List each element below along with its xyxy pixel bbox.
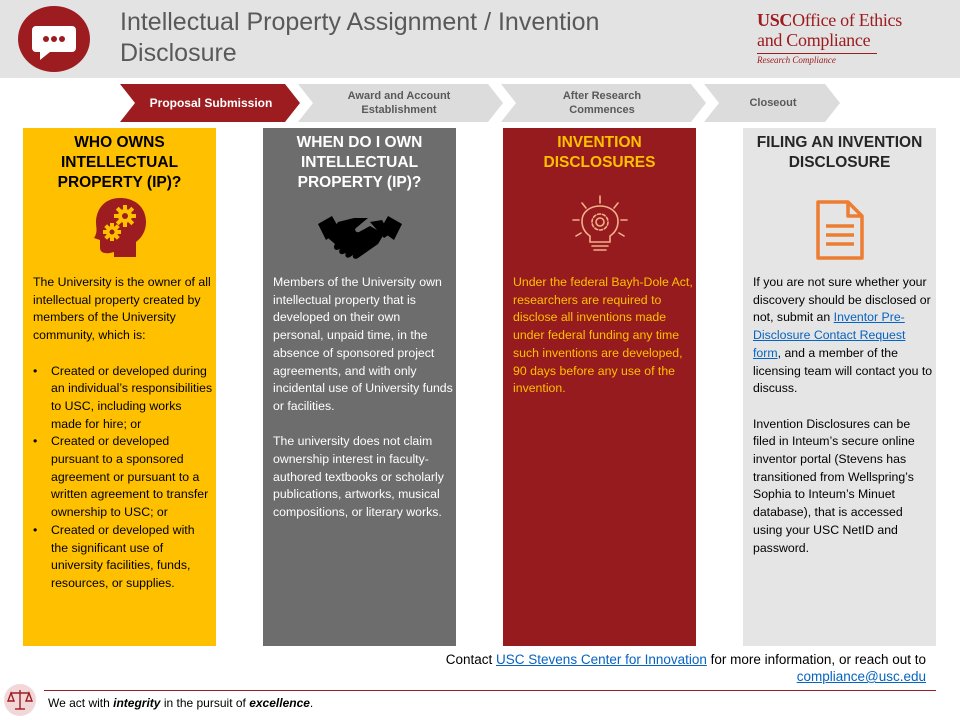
step-proposal-submission xyxy=(134,84,288,122)
chat-bubble-icon xyxy=(18,6,90,72)
pre-disclosure-paragraph: If you are not sure whether your discovery should be disclosed or not, submit an Inventor Pre-Disclosure Contact Request form, and a member of the licensing team will contact you to discuss. xyxy=(753,275,933,396)
step-closeout xyxy=(718,84,828,122)
when-own-panel xyxy=(263,128,456,646)
panel-heading: INVENTION DISCLOSURES xyxy=(543,134,656,171)
step-award-account xyxy=(312,84,486,122)
list-item: • Created or developed during an individual’s responsibilities to USC, including works made for hire; or xyxy=(33,363,213,434)
panel-body xyxy=(33,274,213,593)
step-label: Proposal Submission xyxy=(149,96,273,110)
org-name-2: and Compliance xyxy=(757,30,871,50)
panel-body xyxy=(513,274,693,416)
contact-text: Contact USC Stevens Center for Innovation for more information, or reach out to compliance@usc.edu xyxy=(445,652,926,684)
intro-text: The University is the owner of all intellectual property created by members of the University community, which is: xyxy=(33,275,211,343)
step-label-2: Establishment xyxy=(361,104,437,116)
portal-paragraph: Invention Disclosures can be filed in Inteum’s secure online inventor portal (Stevens has transitioned from Wellspring’s Sophia to Inteum’s Minuet database), that is accessed using your USC NetID and password. xyxy=(753,416,915,555)
invention-disclosures-panel xyxy=(503,128,696,646)
org-logo xyxy=(757,10,957,68)
who-owns-panel xyxy=(23,128,216,646)
ownership-list xyxy=(33,363,213,593)
panel-heading: WHEN DO I OWN INTELLECTUAL PROPERTY (IP)? xyxy=(296,134,423,191)
handshake-icon xyxy=(318,210,402,267)
footer-divider xyxy=(44,690,936,691)
head-gears-icon xyxy=(90,194,150,263)
exceptions-paragraph: The university does not claim ownership interest in faculty-authored textbooks or scholarly publications, artworks, musical compositions, or literary works. xyxy=(273,434,444,520)
document-icon xyxy=(814,198,866,267)
panel-heading: FILING AN INVENTION DISCLOSURE xyxy=(756,134,923,171)
list-item: • Created or developed pursuant to a sponsored agreement or pursuant to a written agreement to transfer ownership to USC; or xyxy=(33,433,213,522)
org-name-1: Office of Ethics xyxy=(792,10,902,30)
step-label-2: Commences xyxy=(569,104,635,116)
step-label: After Research xyxy=(562,90,642,102)
pre-disclosure-form-link[interactable]: Inventor Pre-Disclosure Contact Request form xyxy=(753,310,906,360)
list-item: • Created or developed with the significant use of university facilities, funds, resources, or supplies. xyxy=(33,522,213,593)
ownership-paragraph: Members of the University own intellectual property that is developed on their own personal, unpaid time, in the absence of sponsored project agreements, and with only incidental use of University funds or facilities. xyxy=(273,275,453,413)
panel-body xyxy=(753,274,933,575)
header-bar xyxy=(0,0,960,78)
process-steps xyxy=(120,84,840,122)
scales-icon xyxy=(4,684,36,716)
panel-body xyxy=(273,274,453,540)
lightbulb-gear-icon xyxy=(568,194,632,263)
filing-disclosure-panel xyxy=(743,128,936,646)
page-title: Intellectual Property Assignment / Invention Disclosure xyxy=(120,8,600,67)
compliance-email-link[interactable]: compliance@usc.edu xyxy=(796,669,926,684)
bayh-dole-paragraph: Under the federal Bayh-Dole Act, researchers are required to disclose all inventions made under federal funding any time such inventions are developed, 90 days before any use of the invention. xyxy=(513,275,693,396)
stevens-center-link[interactable]: USC Stevens Center for Innovation xyxy=(496,652,707,667)
org-subtitle: Research Compliance xyxy=(757,53,877,65)
step-label: Closeout xyxy=(749,97,797,109)
org-brand: USC xyxy=(757,10,793,30)
step-label: Award and Account xyxy=(347,90,451,102)
step-after-research xyxy=(515,84,689,122)
panel-heading: WHO OWNS INTELLECTUAL PROPERTY (IP)? xyxy=(57,134,182,191)
motto-text: We act with integrity in the pursuit of excellence. xyxy=(48,696,314,710)
